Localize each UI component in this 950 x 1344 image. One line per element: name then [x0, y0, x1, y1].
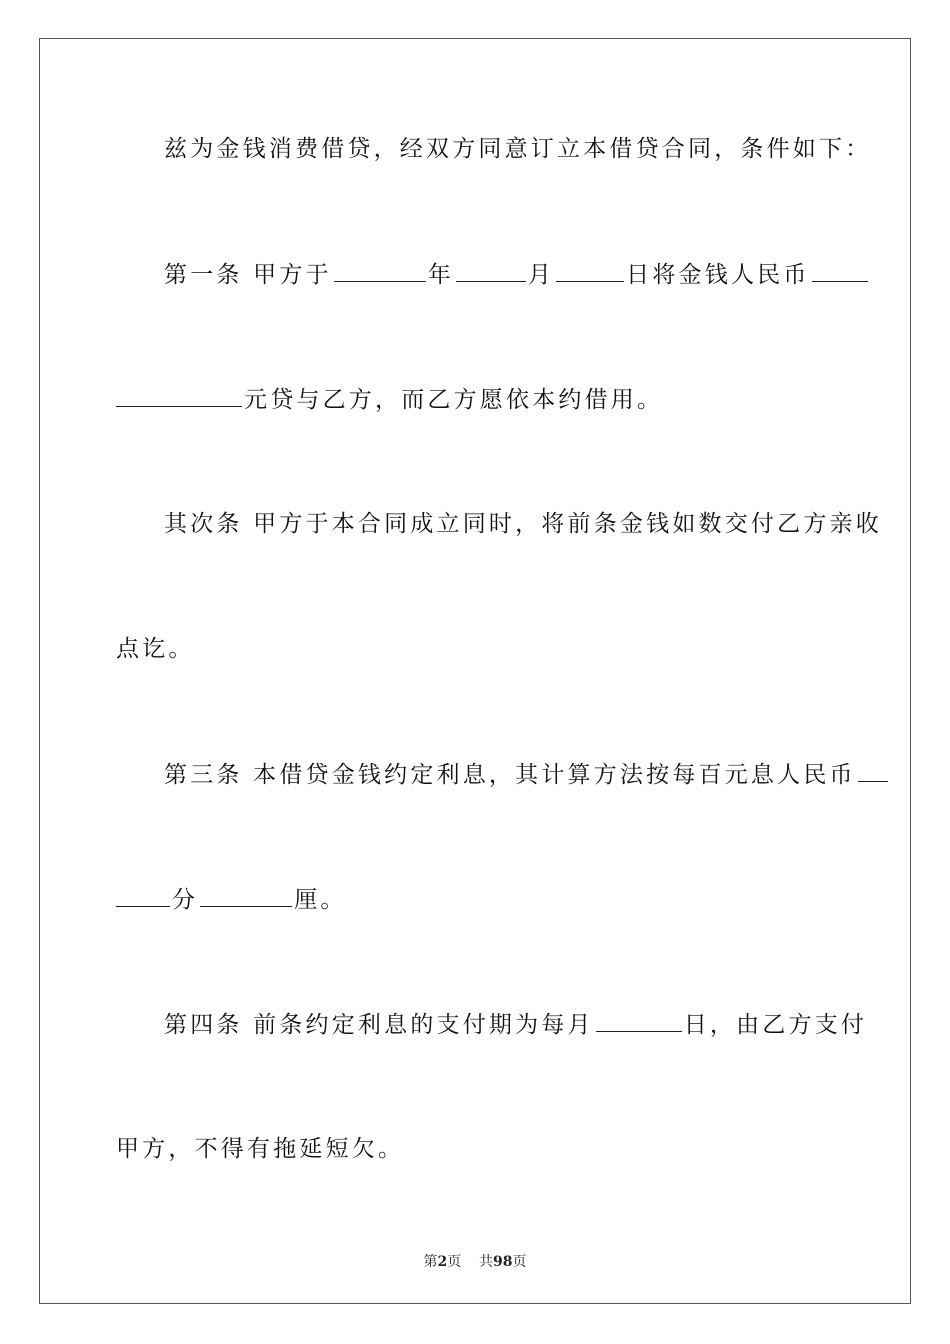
payment-day-blank: [596, 1013, 682, 1032]
intro-paragraph: [164, 138, 871, 161]
total-suffix: 页: [512, 1254, 527, 1270]
total-pages: 98: [493, 1254, 513, 1270]
article-1-number: 第一条: [164, 262, 243, 288]
month-blank: [456, 263, 526, 282]
article-3-line-2: [116, 888, 347, 912]
interest-blank-a: [858, 763, 888, 782]
page-footer: [0, 1251, 950, 1271]
day-label: 日将金钱人民币: [626, 262, 810, 288]
interest-blank-b: [116, 888, 170, 907]
article-3-text: 本借贷金钱约定利息，其计算方法按每百元息人民币: [253, 762, 856, 788]
page-suffix: 页: [447, 1254, 462, 1270]
article-2-line-2: [116, 638, 195, 661]
article-4-text: 前条约定利息的支付期为每月: [253, 1012, 594, 1038]
year-blank: [334, 263, 426, 282]
article-2-line-1: [164, 513, 882, 536]
li-blank: [200, 888, 292, 907]
article-3-line-1: [164, 763, 890, 787]
article-4-text-end: 日，由乙方支付: [683, 1012, 868, 1038]
year-label: 年: [427, 262, 454, 288]
amount-blank-b: [116, 388, 242, 407]
article-2-text: 甲方于本合同成立同时，将前条金钱如数交付乙方亲收: [253, 511, 882, 537]
article-4-continuation: 甲方，不得有拖延短欠。: [116, 1136, 405, 1162]
article-1-line-2: [116, 388, 663, 412]
total-prefix: 共: [479, 1254, 494, 1270]
article-1-line-1: [164, 263, 870, 287]
page-number: 2: [437, 1254, 448, 1270]
article-4-line-2: [116, 1138, 404, 1161]
intro-text: 兹为金钱消费借贷，经双方同意订立本借贷合同，条件如下：: [164, 136, 872, 162]
article-3-number: 第三条: [164, 762, 243, 788]
article-1-continuation: 元贷与乙方，而乙方愿依本约借用。: [244, 387, 664, 413]
amount-blank-a: [812, 263, 868, 282]
fen-label: 分: [172, 887, 199, 913]
article-1-lender: 甲方于: [253, 262, 332, 288]
article-4-number: 第四条: [164, 1012, 243, 1038]
page-border: [39, 38, 911, 1304]
article-2-continuation: 点讫。: [116, 636, 195, 662]
page-prefix: 第: [423, 1254, 438, 1270]
article-2-number: 其次条: [164, 511, 243, 537]
day-blank: [556, 263, 624, 282]
month-label: 月: [527, 262, 555, 288]
article-4-line-1: [164, 1013, 867, 1037]
li-label: 厘。: [294, 887, 347, 913]
